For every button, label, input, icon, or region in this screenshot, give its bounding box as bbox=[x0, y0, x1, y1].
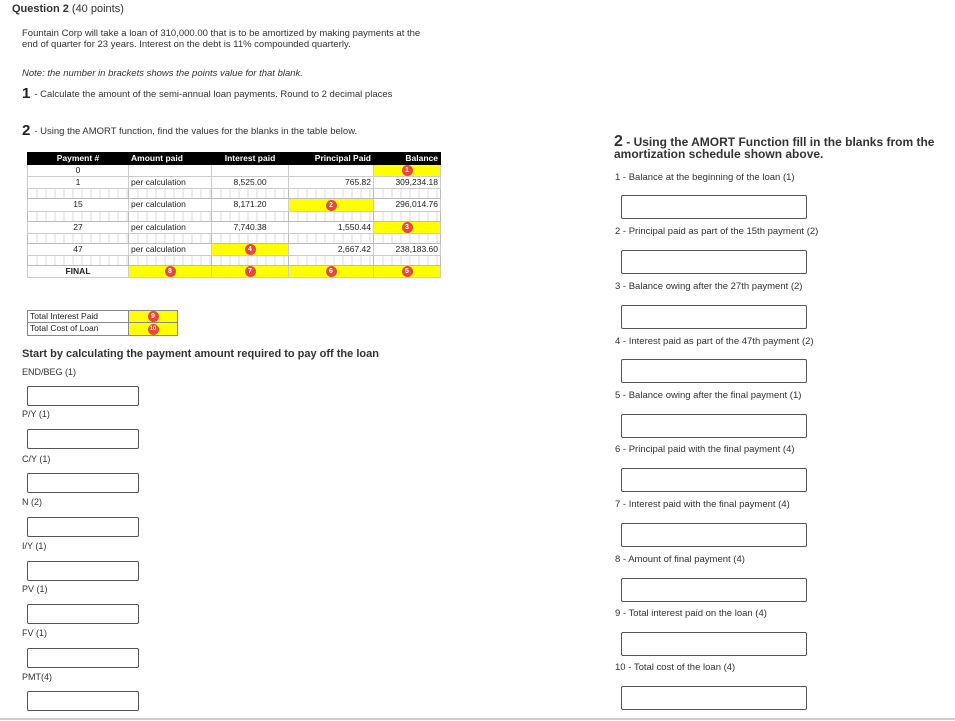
total-interest-label: Total Interest Paid bbox=[28, 311, 129, 323]
blank-4-cell bbox=[212, 243, 289, 255]
blank-10-input[interactable] bbox=[621, 686, 807, 710]
page-bottom-divider bbox=[0, 718, 955, 720]
blank-8-input[interactable] bbox=[621, 578, 807, 602]
blank-5-cell bbox=[374, 266, 441, 278]
blank-8-cell bbox=[129, 266, 212, 278]
py-input[interactable] bbox=[27, 429, 139, 449]
step-2-text: - Using the AMORT function, find the values for the blanks in the table below. bbox=[34, 126, 358, 137]
cell-interest-27: 7,740.38 bbox=[212, 221, 289, 233]
blank-7-input[interactable] bbox=[621, 523, 807, 547]
question-title bbox=[12, 3, 124, 15]
field-label-cy: C/Y (1) bbox=[22, 454, 51, 464]
blank-label-2: 2 - Principal paid as part of the 15th payment (2) bbox=[615, 226, 819, 237]
blank-6-input[interactable] bbox=[621, 468, 807, 492]
cell-payment-47: 47 bbox=[28, 243, 129, 255]
step-1-number: 1 bbox=[22, 85, 31, 102]
table-row bbox=[28, 165, 441, 177]
cell-payment-1: 1 bbox=[28, 177, 129, 189]
n-input[interactable] bbox=[27, 517, 139, 537]
right-heading bbox=[614, 133, 954, 161]
cy-input[interactable] bbox=[27, 473, 139, 493]
blank-label-9: 9 - Total interest paid on the loan (4) bbox=[615, 608, 767, 619]
table-row bbox=[28, 323, 178, 335]
blank-badge-1: 1 bbox=[402, 165, 413, 176]
header-balance: Balance bbox=[374, 153, 441, 165]
blank-badge-9: 9 bbox=[148, 311, 159, 322]
field-label-py: P/Y (1) bbox=[22, 409, 50, 419]
cell-amount-47: per calculation bbox=[129, 243, 212, 255]
blank-label-5: 5 - Balance owing after the final payment (1) bbox=[615, 390, 802, 401]
header-principal: Principal Paid bbox=[289, 153, 374, 165]
blank-label-7: 7 - Interest paid with the final payment (4) bbox=[615, 499, 790, 510]
table-row bbox=[28, 266, 441, 278]
step-2-number: 2 bbox=[22, 122, 31, 139]
header-interest: Interest paid bbox=[212, 153, 289, 165]
end-beg-input[interactable] bbox=[27, 386, 139, 406]
cell-balance-15: 296,014.76 bbox=[374, 199, 441, 211]
step-1-text: - Calculate the amount of the semi-annual loan payments. Round to 2 decimal places bbox=[34, 89, 393, 100]
cell-balance-1: 309,234.18 bbox=[374, 177, 441, 189]
note-text: Note: the number in brackets shows the points value for that blank. bbox=[22, 68, 303, 79]
field-label-fv: FV (1) bbox=[22, 628, 48, 638]
table-row bbox=[28, 243, 441, 255]
question-points: (40 points) bbox=[71, 3, 124, 15]
blank-9-cell bbox=[129, 311, 178, 323]
problem-text: Fountain Corp will take a loan of 310,000.00 that is to be amortized by making payments at the end of quarter for 23 years. Interest on the debt is 11% compounded quarterly. bbox=[22, 28, 421, 50]
blank-4-input[interactable] bbox=[621, 359, 807, 383]
right-heading-number: 2 bbox=[614, 133, 623, 150]
iy-input[interactable] bbox=[27, 561, 139, 581]
cell-interest-1: 8,525.00 bbox=[212, 177, 289, 189]
header-amount: Amount paid bbox=[129, 153, 212, 165]
cell-payment-27: 27 bbox=[28, 221, 129, 233]
blank-badge-4: 4 bbox=[245, 244, 256, 255]
blank-3-cell bbox=[374, 221, 441, 233]
cell-amount-1: per calculation bbox=[129, 177, 212, 189]
blank-2-input[interactable] bbox=[621, 250, 807, 274]
question-title-text: Question 2 bbox=[12, 3, 69, 15]
blank-badge-5: 5 bbox=[402, 266, 413, 277]
blank-5-input[interactable] bbox=[621, 414, 807, 438]
table-gap bbox=[28, 189, 441, 199]
blank-badge-8: 8 bbox=[165, 266, 176, 277]
cell-principal-1: 765.82 bbox=[289, 177, 374, 189]
cell-amount-27: per calculation bbox=[129, 221, 212, 233]
header-payment: Payment # bbox=[28, 153, 129, 165]
field-label-pv: PV (1) bbox=[22, 584, 48, 594]
blank-10-cell bbox=[129, 323, 178, 335]
blank-label-6: 6 - Principal paid with the final payment (4) bbox=[615, 444, 795, 455]
blank-1-cell bbox=[374, 165, 441, 177]
blank-label-3: 3 - Balance owing after the 27th payment (2) bbox=[615, 281, 803, 292]
blank-3-input[interactable] bbox=[621, 305, 807, 329]
total-cost-label: Total Cost of Loan bbox=[28, 323, 129, 335]
field-label-iy: I/Y (1) bbox=[22, 541, 47, 551]
blank-badge-2: 2 bbox=[326, 200, 337, 211]
table-row bbox=[28, 221, 441, 233]
blank-label-4: 4 - Interest paid as part of the 47th payment (2) bbox=[615, 336, 814, 347]
blank-label-1: 1 - Balance at the beginning of the loan (1) bbox=[615, 172, 795, 183]
pmt-input[interactable] bbox=[27, 691, 139, 711]
blank-badge-3: 3 bbox=[402, 222, 413, 233]
table-header-row bbox=[28, 153, 441, 165]
blank-1-input[interactable] bbox=[621, 195, 807, 219]
table-row bbox=[28, 311, 178, 323]
blank-label-8: 8 - Amount of final payment (4) bbox=[615, 554, 745, 565]
blank-badge-10: 10 bbox=[148, 324, 159, 335]
table-gap bbox=[28, 256, 441, 266]
blank-9-input[interactable] bbox=[621, 632, 807, 656]
cell-payment-0: 0 bbox=[28, 165, 129, 177]
start-instruction: Start by calculating the payment amount required to pay off the loan bbox=[22, 348, 379, 360]
step-2 bbox=[22, 122, 442, 139]
cell-interest-15: 8,171.20 bbox=[212, 199, 289, 211]
field-label-n: N (2) bbox=[22, 497, 42, 507]
summary-table bbox=[27, 310, 178, 336]
fv-input[interactable] bbox=[27, 648, 139, 668]
right-heading-text: - Using the AMORT Function fill in the blanks from the amortization schedule shown above. bbox=[614, 135, 935, 161]
blank-badge-6: 6 bbox=[326, 266, 337, 277]
cell-balance-47: 238,183.60 bbox=[374, 243, 441, 255]
table-gap bbox=[28, 211, 441, 221]
cell-payment-final: FINAL bbox=[28, 266, 129, 278]
table-row bbox=[28, 199, 441, 211]
cell-payment-15: 15 bbox=[28, 199, 129, 211]
pv-input[interactable] bbox=[27, 604, 139, 624]
blank-badge-7: 7 bbox=[245, 266, 256, 277]
step-1 bbox=[22, 85, 432, 102]
table-row bbox=[28, 177, 441, 189]
cell-principal-47: 2,667.42 bbox=[289, 243, 374, 255]
blank-7-cell bbox=[212, 266, 289, 278]
cell-amount-15: per calculation bbox=[129, 199, 212, 211]
cell-empty bbox=[212, 165, 289, 177]
field-label-pmt: PMT(4) bbox=[22, 672, 52, 682]
blank-label-10: 10 - Total cost of the loan (4) bbox=[615, 662, 736, 673]
blank-6-cell bbox=[289, 266, 374, 278]
amortization-table bbox=[27, 152, 441, 278]
cell-empty bbox=[289, 165, 374, 177]
table-gap bbox=[28, 233, 441, 243]
cell-principal-27: 1,550.44 bbox=[289, 221, 374, 233]
field-label-end-beg: END/BEG (1) bbox=[22, 367, 77, 377]
blank-2-cell bbox=[289, 199, 374, 211]
cell-empty bbox=[129, 165, 212, 177]
